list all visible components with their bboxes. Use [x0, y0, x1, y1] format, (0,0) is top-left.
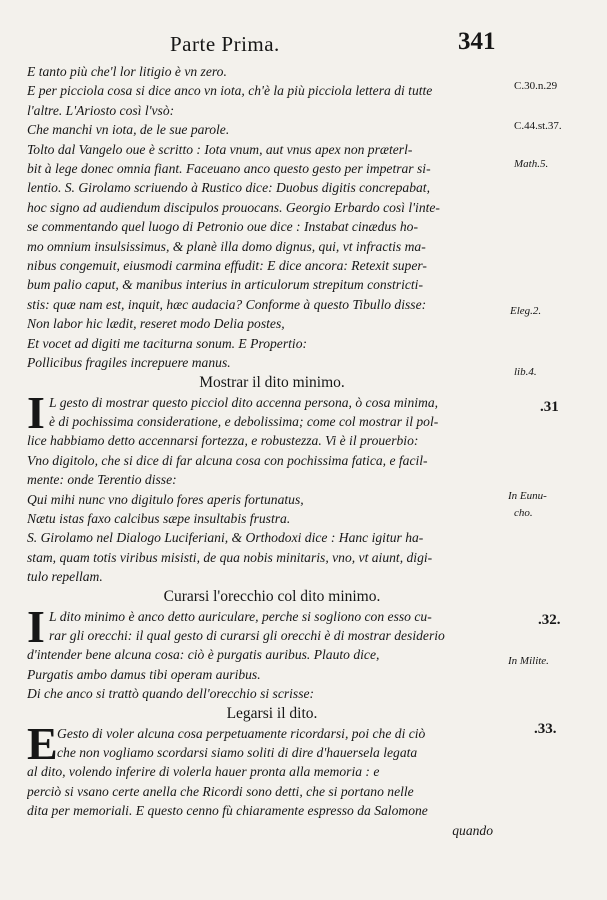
text-line: stis: quæ nam est, inquit, hæc audacia? Conforme à questo Tibullo disse: [27, 296, 427, 312]
text-line: Non labor hic lædit, reseret modo Delia postes, [27, 316, 285, 332]
paragraph-legarsi [27, 717, 517, 821]
text-line: è di pochissima consideratione, e debolissima; come col mostrar il pol- [49, 413, 439, 429]
text-line: Di che anco si trattò quando dell'orecchio si scrisse: [27, 686, 315, 702]
text-line: rar gli orecchi: il qual gesto di curarsi gli orecchi è di mostrar desiderio [49, 627, 445, 643]
page-header [0, 30, 607, 60]
margin-ref: C.44.st.37. [514, 120, 562, 132]
text-line: nibus congemuit, eiusmodi carmina effudit: E dice ancora: Retexit super- [27, 258, 427, 274]
drop-cap-i: I [27, 386, 45, 438]
text-line: Che manchi vn iota, de le sue parole. [27, 122, 230, 138]
drop-cap-e: E [27, 717, 58, 769]
text-line: Vno digitolo, che si dice di far alcuna cosa con pochissima fatica, e facil- [27, 452, 428, 468]
text-line: E tanto più che'l lor litigio è vn zero. [27, 64, 227, 79]
text-line: se commentando quel luogo di Petronio oue dice : Instabat cinædus ho- [27, 219, 419, 235]
text-line: L dito minimo è anco detto auriculare, perche si sogliono con esso cu- [49, 608, 432, 624]
text-line: Gesto di voler alcuna cosa perpetuamente ricordarsi, poi che di ciò [57, 725, 426, 741]
text-line: S. Girolamo nel Dialogo Luciferiani, & Orthodoxi dice : Hanc igitur ha- [27, 530, 424, 546]
margin-ref: C.30.n.29 [514, 80, 558, 92]
text-line: bit à lege donec omnia fiant. Faceuano anco questo gesto per impetrar si- [27, 161, 431, 177]
margin-ref: In Eunu- [508, 490, 547, 502]
section-heading-legarsi: Legarsi il dito. [226, 704, 318, 722]
text-line: lice habbiamo detto accennarsi fortezza, e robustezza. Vi è il prouerbio: [27, 433, 419, 449]
text-line: perciò si vsano certe anella che Ricordi sono detti, che si portano nelle [27, 783, 414, 799]
text-line: Purgatis ambo damus tibi operam auribus. [27, 666, 261, 682]
text-line: lentio. S. Girolamo scriuendo à Rustico dice: Duobus digitis concrepabat, [27, 180, 430, 196]
text-line: mo omnium insulsissimus, & planè illa domo dignus, qui, vt infractis ma- [27, 238, 426, 254]
text-line: d'intender bene alcuna cosa: ciò è purgatis auribus. Plauto dice, [27, 647, 380, 663]
section-heading-mostrar: Mostrar il dito minimo. [199, 373, 345, 391]
text-line: al dito, volendo inferire di volerla hauer pronta alla memoria : e [27, 764, 380, 780]
text-line: tulo repellam. [27, 569, 103, 585]
text-line: L gesto di mostrar questo picciol dito accenna persona, ò cosa minima, [49, 394, 439, 410]
margin-ref: In Milite. [508, 655, 549, 667]
text-line: Pollicibus fragiles increpuere manus. [27, 355, 231, 371]
page-number: 341 [458, 28, 496, 55]
margin-number: .31 [540, 399, 559, 415]
text-line: hoc signo ad audiendum discipulos prouocans. Georgio Erbardo così l'inte- [27, 199, 440, 215]
margin-ref: Math.5. [514, 158, 549, 170]
paragraph-mostrar [27, 386, 517, 587]
text-line: Tolto dal Vangelo oue è scritto : Iota vnum, aut vnus apex non præterl- [27, 141, 413, 157]
margin-number: .33. [534, 721, 557, 737]
drop-cap-i: I [27, 600, 45, 652]
text-line: l'altre. L'Ariosto così l'vsò: [27, 102, 175, 118]
paragraph-block-1 [27, 62, 517, 373]
margin-ref: lib.4. [514, 366, 537, 378]
running-title: Parte Prima. [170, 32, 280, 56]
text-line: mente: onde Terentio disse: [27, 472, 177, 488]
text-line: E per picciola cosa si dice anco vn iota, ch'è la più picciola lettera di tutte [27, 83, 433, 99]
text-line: Qui mihi nunc vno digitulo fores aperis fortunatus, [27, 491, 304, 507]
margin-ref: Eleg.2. [510, 305, 542, 317]
text-line: Et vocet ad digiti me taciturna sonum. E Propertio: [27, 335, 308, 351]
text-line: Nætu istas faxo calcibus sæpe insultabis frustra. [27, 510, 291, 526]
margin-number: .32. [538, 612, 561, 628]
paragraph-curarsi [27, 600, 517, 704]
margin-ref: cho. [514, 507, 533, 519]
catchword: quando [452, 822, 493, 838]
section-heading-curarsi: Curarsi l'orecchio col dito minimo. [163, 587, 381, 605]
text-line: stam, quam totis viribus misisti, de qua nobis minitaris, vno, vt aiunt, digi- [27, 549, 433, 565]
text-line: bum palio caput, & manibus interius in articulorum strepitum constricti- [27, 277, 423, 293]
main-text-column [27, 62, 517, 840]
text-line: dita per memoriali. E questo cenno fù chiaramente espresso da Salomone [27, 803, 428, 819]
text-line: che non vogliamo scordarsi siamo soliti di dire d'hauersela legata [57, 745, 418, 760]
